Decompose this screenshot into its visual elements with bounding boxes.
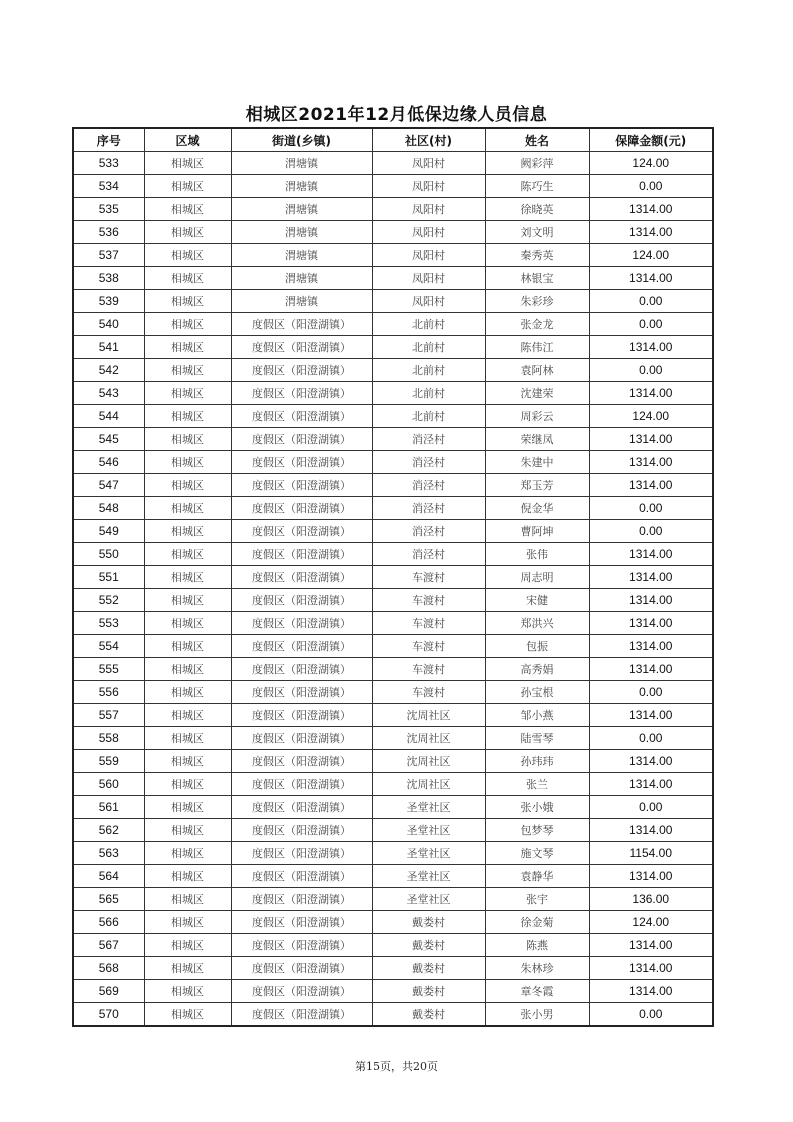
cell-street-town: 度假区（阳澄湖镇） xyxy=(231,888,372,911)
cell-name: 孙宝根 xyxy=(485,681,589,704)
cell-community-village: 戴娄村 xyxy=(372,911,485,934)
cell-amount: 1314.00 xyxy=(589,934,713,957)
cell-name: 朱彩珍 xyxy=(485,290,589,313)
cell-amount: 1314.00 xyxy=(589,750,713,773)
cell-community-village: 北前村 xyxy=(372,313,485,336)
cell-community-village: 消泾村 xyxy=(372,428,485,451)
cell-amount: 1314.00 xyxy=(589,635,713,658)
cell-street-town: 度假区（阳澄湖镇） xyxy=(231,359,372,382)
cell-name: 包振 xyxy=(485,635,589,658)
cell-amount: 1154.00 xyxy=(589,842,713,865)
cell-serial-number: 556 xyxy=(73,681,144,704)
table-row xyxy=(73,405,713,428)
table-row xyxy=(73,474,713,497)
cell-amount: 1314.00 xyxy=(589,658,713,681)
table-row xyxy=(73,428,713,451)
cell-amount: 1314.00 xyxy=(589,773,713,796)
cell-district: 相城区 xyxy=(144,635,231,658)
cell-name: 朱建中 xyxy=(485,451,589,474)
cell-district: 相城区 xyxy=(144,359,231,382)
cell-name: 荣继凤 xyxy=(485,428,589,451)
page-title: 相城区2021年12月低保边缘人员信息 xyxy=(245,105,548,125)
cell-name: 张小男 xyxy=(485,1003,589,1027)
table-row xyxy=(73,704,713,727)
recipients-table xyxy=(72,127,714,1027)
cell-amount: 1314.00 xyxy=(589,382,713,405)
cell-amount: 0.00 xyxy=(589,313,713,336)
cell-name: 张伟 xyxy=(485,543,589,566)
cell-name: 张金龙 xyxy=(485,313,589,336)
cell-serial-number: 560 xyxy=(73,773,144,796)
table-row xyxy=(73,221,713,244)
cell-community-village: 凤阳村 xyxy=(372,244,485,267)
cell-name: 陆雪琴 xyxy=(485,727,589,750)
cell-amount: 1314.00 xyxy=(589,865,713,888)
cell-amount: 1314.00 xyxy=(589,543,713,566)
cell-district: 相城区 xyxy=(144,957,231,980)
cell-district: 相城区 xyxy=(144,773,231,796)
cell-community-village: 车渡村 xyxy=(372,566,485,589)
cell-serial-number: 566 xyxy=(73,911,144,934)
cell-name: 徐金菊 xyxy=(485,911,589,934)
cell-amount: 0.00 xyxy=(589,359,713,382)
cell-district: 相城区 xyxy=(144,451,231,474)
cell-district: 相城区 xyxy=(144,704,231,727)
cell-street-town: 度假区（阳澄湖镇） xyxy=(231,980,372,1003)
table-row xyxy=(73,750,713,773)
cell-serial-number: 546 xyxy=(73,451,144,474)
cell-community-village: 北前村 xyxy=(372,359,485,382)
cell-serial-number: 544 xyxy=(73,405,144,428)
cell-amount: 136.00 xyxy=(589,888,713,911)
cell-serial-number: 538 xyxy=(73,267,144,290)
table-row xyxy=(73,198,713,221)
cell-district: 相城区 xyxy=(144,382,231,405)
cell-serial-number: 549 xyxy=(73,520,144,543)
cell-district: 相城区 xyxy=(144,336,231,359)
cell-community-village: 车渡村 xyxy=(372,635,485,658)
cell-amount: 0.00 xyxy=(589,727,713,750)
cell-name: 郑玉芳 xyxy=(485,474,589,497)
cell-community-village: 凤阳村 xyxy=(372,290,485,313)
cell-street-town: 度假区（阳澄湖镇） xyxy=(231,681,372,704)
cell-serial-number: 555 xyxy=(73,658,144,681)
table-row xyxy=(73,359,713,382)
header-district: 区域 xyxy=(144,128,231,152)
cell-street-town: 渭塘镇 xyxy=(231,152,372,175)
table-row xyxy=(73,934,713,957)
cell-district: 相城区 xyxy=(144,888,231,911)
table-row xyxy=(73,382,713,405)
cell-district: 相城区 xyxy=(144,428,231,451)
cell-community-village: 圣堂社区 xyxy=(372,796,485,819)
cell-serial-number: 568 xyxy=(73,957,144,980)
cell-street-town: 度假区（阳澄湖镇） xyxy=(231,313,372,336)
cell-street-town: 度假区（阳澄湖镇） xyxy=(231,957,372,980)
cell-street-town: 度假区（阳澄湖镇） xyxy=(231,819,372,842)
cell-serial-number: 541 xyxy=(73,336,144,359)
cell-street-town: 度假区（阳澄湖镇） xyxy=(231,842,372,865)
cell-serial-number: 534 xyxy=(73,175,144,198)
table-body xyxy=(73,152,713,1027)
cell-community-village: 消泾村 xyxy=(372,497,485,520)
cell-street-town: 渭塘镇 xyxy=(231,198,372,221)
cell-name: 郑洪兴 xyxy=(485,612,589,635)
cell-serial-number: 543 xyxy=(73,382,144,405)
cell-amount: 1314.00 xyxy=(589,221,713,244)
cell-street-town: 度假区（阳澄湖镇） xyxy=(231,635,372,658)
cell-district: 相城区 xyxy=(144,290,231,313)
cell-amount: 124.00 xyxy=(589,405,713,428)
cell-name: 张兰 xyxy=(485,773,589,796)
cell-serial-number: 561 xyxy=(73,796,144,819)
cell-community-village: 车渡村 xyxy=(372,681,485,704)
table-row xyxy=(73,957,713,980)
cell-community-village: 消泾村 xyxy=(372,543,485,566)
cell-community-village: 凤阳村 xyxy=(372,152,485,175)
cell-amount: 0.00 xyxy=(589,796,713,819)
cell-district: 相城区 xyxy=(144,865,231,888)
cell-serial-number: 536 xyxy=(73,221,144,244)
cell-community-village: 凤阳村 xyxy=(372,267,485,290)
cell-street-town: 度假区（阳澄湖镇） xyxy=(231,773,372,796)
cell-street-town: 度假区（阳澄湖镇） xyxy=(231,336,372,359)
cell-serial-number: 563 xyxy=(73,842,144,865)
cell-community-village: 戴娄村 xyxy=(372,934,485,957)
table-row xyxy=(73,175,713,198)
cell-name: 阙彩萍 xyxy=(485,152,589,175)
cell-district: 相城区 xyxy=(144,1003,231,1027)
cell-community-village: 北前村 xyxy=(372,405,485,428)
cell-name: 章冬霞 xyxy=(485,980,589,1003)
cell-serial-number: 558 xyxy=(73,727,144,750)
cell-amount: 0.00 xyxy=(589,520,713,543)
cell-amount: 1314.00 xyxy=(589,957,713,980)
cell-name: 包梦琴 xyxy=(485,819,589,842)
cell-amount: 124.00 xyxy=(589,911,713,934)
cell-amount: 1314.00 xyxy=(589,819,713,842)
cell-amount: 0.00 xyxy=(589,497,713,520)
cell-serial-number: 553 xyxy=(73,612,144,635)
cell-street-town: 度假区（阳澄湖镇） xyxy=(231,865,372,888)
cell-name: 徐晓英 xyxy=(485,198,589,221)
table-row xyxy=(73,727,713,750)
table-row xyxy=(73,589,713,612)
table-row xyxy=(73,796,713,819)
cell-community-village: 车渡村 xyxy=(372,589,485,612)
cell-amount: 124.00 xyxy=(589,152,713,175)
cell-name: 张小娥 xyxy=(485,796,589,819)
cell-serial-number: 547 xyxy=(73,474,144,497)
cell-street-town: 度假区（阳澄湖镇） xyxy=(231,934,372,957)
cell-community-village: 戴娄村 xyxy=(372,980,485,1003)
table-row xyxy=(73,451,713,474)
cell-community-village: 消泾村 xyxy=(372,474,485,497)
cell-amount: 1314.00 xyxy=(589,451,713,474)
table-row xyxy=(73,267,713,290)
cell-serial-number: 540 xyxy=(73,313,144,336)
cell-district: 相城区 xyxy=(144,405,231,428)
header-community-village: 社区(村) xyxy=(372,128,485,152)
cell-amount: 124.00 xyxy=(589,244,713,267)
header-amount: 保障金额(元) xyxy=(589,128,713,152)
cell-serial-number: 542 xyxy=(73,359,144,382)
table-row xyxy=(73,819,713,842)
cell-community-village: 沈周社区 xyxy=(372,773,485,796)
table-row xyxy=(73,290,713,313)
cell-community-village: 消泾村 xyxy=(372,451,485,474)
table-row xyxy=(73,842,713,865)
cell-street-town: 度假区（阳澄湖镇） xyxy=(231,520,372,543)
cell-serial-number: 535 xyxy=(73,198,144,221)
header-street-town: 街道(乡镇) xyxy=(231,128,372,152)
cell-district: 相城区 xyxy=(144,267,231,290)
cell-serial-number: 545 xyxy=(73,428,144,451)
cell-serial-number: 552 xyxy=(73,589,144,612)
cell-district: 相城区 xyxy=(144,842,231,865)
cell-serial-number: 570 xyxy=(73,1003,144,1027)
cell-name: 张宇 xyxy=(485,888,589,911)
cell-street-town: 度假区（阳澄湖镇） xyxy=(231,750,372,773)
cell-street-town: 度假区（阳澄湖镇） xyxy=(231,428,372,451)
cell-street-town: 渭塘镇 xyxy=(231,267,372,290)
cell-name: 邹小燕 xyxy=(485,704,589,727)
cell-serial-number: 557 xyxy=(73,704,144,727)
table-row xyxy=(73,497,713,520)
cell-serial-number: 569 xyxy=(73,980,144,1003)
cell-name: 秦秀英 xyxy=(485,244,589,267)
cell-name: 曹阿坤 xyxy=(485,520,589,543)
cell-district: 相城区 xyxy=(144,980,231,1003)
table-row xyxy=(73,1003,713,1027)
cell-street-town: 度假区（阳澄湖镇） xyxy=(231,451,372,474)
cell-district: 相城区 xyxy=(144,175,231,198)
cell-street-town: 度假区（阳澄湖镇） xyxy=(231,382,372,405)
cell-amount: 1314.00 xyxy=(589,612,713,635)
cell-district: 相城区 xyxy=(144,658,231,681)
cell-amount: 1314.00 xyxy=(589,267,713,290)
cell-community-village: 凤阳村 xyxy=(372,198,485,221)
cell-serial-number: 533 xyxy=(73,152,144,175)
cell-name: 陈巧生 xyxy=(485,175,589,198)
cell-community-village: 圣堂社区 xyxy=(372,819,485,842)
cell-serial-number: 537 xyxy=(73,244,144,267)
cell-community-village: 北前村 xyxy=(372,382,485,405)
cell-name: 刘文明 xyxy=(485,221,589,244)
cell-name: 朱林珍 xyxy=(485,957,589,980)
table-row xyxy=(73,865,713,888)
cell-serial-number: 559 xyxy=(73,750,144,773)
cell-community-village: 沈周社区 xyxy=(372,727,485,750)
cell-name: 周志明 xyxy=(485,566,589,589)
cell-amount: 1314.00 xyxy=(589,980,713,1003)
cell-serial-number: 564 xyxy=(73,865,144,888)
cell-district: 相城区 xyxy=(144,313,231,336)
cell-serial-number: 539 xyxy=(73,290,144,313)
cell-name: 沈建荣 xyxy=(485,382,589,405)
cell-name: 周彩云 xyxy=(485,405,589,428)
cell-district: 相城区 xyxy=(144,152,231,175)
cell-community-village: 消泾村 xyxy=(372,520,485,543)
cell-community-village: 圣堂社区 xyxy=(372,888,485,911)
cell-district: 相城区 xyxy=(144,727,231,750)
cell-name: 高秀娟 xyxy=(485,658,589,681)
cell-community-village: 北前村 xyxy=(372,336,485,359)
cell-name: 陈伟江 xyxy=(485,336,589,359)
cell-community-village: 沈周社区 xyxy=(372,704,485,727)
cell-district: 相城区 xyxy=(144,543,231,566)
cell-district: 相城区 xyxy=(144,934,231,957)
cell-serial-number: 550 xyxy=(73,543,144,566)
cell-amount: 1314.00 xyxy=(589,704,713,727)
cell-community-village: 圣堂社区 xyxy=(372,842,485,865)
cell-district: 相城区 xyxy=(144,796,231,819)
cell-district: 相城区 xyxy=(144,244,231,267)
header-name: 姓名 xyxy=(485,128,589,152)
table-row xyxy=(73,313,713,336)
cell-amount: 0.00 xyxy=(589,175,713,198)
table-row xyxy=(73,336,713,359)
cell-street-town: 度假区（阳澄湖镇） xyxy=(231,658,372,681)
cell-name: 袁静华 xyxy=(485,865,589,888)
cell-name: 孙玮玮 xyxy=(485,750,589,773)
cell-serial-number: 548 xyxy=(73,497,144,520)
cell-district: 相城区 xyxy=(144,681,231,704)
cell-community-village: 戴娄村 xyxy=(372,957,485,980)
cell-street-town: 度假区（阳澄湖镇） xyxy=(231,796,372,819)
cell-serial-number: 554 xyxy=(73,635,144,658)
cell-community-village: 圣堂社区 xyxy=(372,865,485,888)
cell-district: 相城区 xyxy=(144,474,231,497)
table-row xyxy=(73,888,713,911)
table-row xyxy=(73,152,713,175)
table-row xyxy=(73,681,713,704)
cell-amount: 1314.00 xyxy=(589,198,713,221)
cell-community-village: 车渡村 xyxy=(372,658,485,681)
cell-district: 相城区 xyxy=(144,750,231,773)
table-row xyxy=(73,980,713,1003)
cell-street-town: 度假区（阳澄湖镇） xyxy=(231,704,372,727)
cell-street-town: 度假区（阳澄湖镇） xyxy=(231,612,372,635)
cell-community-village: 凤阳村 xyxy=(372,221,485,244)
cell-serial-number: 562 xyxy=(73,819,144,842)
cell-serial-number: 565 xyxy=(73,888,144,911)
cell-amount: 1314.00 xyxy=(589,589,713,612)
cell-name: 林银宝 xyxy=(485,267,589,290)
cell-name: 倪金华 xyxy=(485,497,589,520)
table-row xyxy=(73,612,713,635)
cell-street-town: 度假区（阳澄湖镇） xyxy=(231,474,372,497)
table-row xyxy=(73,773,713,796)
cell-street-town: 度假区（阳澄湖镇） xyxy=(231,589,372,612)
table-row xyxy=(73,635,713,658)
cell-community-village: 凤阳村 xyxy=(372,175,485,198)
table-row xyxy=(73,244,713,267)
cell-serial-number: 567 xyxy=(73,934,144,957)
cell-street-town: 度假区（阳澄湖镇） xyxy=(231,566,372,589)
cell-street-town: 渭塘镇 xyxy=(231,175,372,198)
cell-name: 陈燕 xyxy=(485,934,589,957)
cell-street-town: 度假区（阳澄湖镇） xyxy=(231,405,372,428)
table-header-row xyxy=(73,128,713,152)
cell-amount: 0.00 xyxy=(589,290,713,313)
cell-community-village: 车渡村 xyxy=(372,612,485,635)
cell-community-village: 戴娄村 xyxy=(372,1003,485,1027)
cell-amount: 1314.00 xyxy=(589,566,713,589)
table-row xyxy=(73,658,713,681)
cell-community-village: 沈周社区 xyxy=(372,750,485,773)
cell-name: 施文琴 xyxy=(485,842,589,865)
cell-district: 相城区 xyxy=(144,589,231,612)
table-row xyxy=(73,566,713,589)
table-row xyxy=(73,543,713,566)
cell-street-town: 渭塘镇 xyxy=(231,244,372,267)
cell-amount: 1314.00 xyxy=(589,474,713,497)
cell-amount: 1314.00 xyxy=(589,428,713,451)
cell-amount: 0.00 xyxy=(589,1003,713,1027)
table-row xyxy=(73,911,713,934)
cell-amount: 1314.00 xyxy=(589,336,713,359)
cell-street-town: 度假区（阳澄湖镇） xyxy=(231,497,372,520)
cell-district: 相城区 xyxy=(144,497,231,520)
table-row xyxy=(73,520,713,543)
cell-street-town: 度假区（阳澄湖镇） xyxy=(231,543,372,566)
cell-street-town: 渭塘镇 xyxy=(231,221,372,244)
cell-district: 相城区 xyxy=(144,221,231,244)
cell-district: 相城区 xyxy=(144,612,231,635)
cell-name: 宋健 xyxy=(485,589,589,612)
page-number: 第15页，共20页 xyxy=(355,1060,438,1073)
header-serial-number: 序号 xyxy=(73,128,144,152)
cell-street-town: 度假区（阳澄湖镇） xyxy=(231,1003,372,1027)
cell-district: 相城区 xyxy=(144,566,231,589)
cell-street-town: 度假区（阳澄湖镇） xyxy=(231,727,372,750)
cell-district: 相城区 xyxy=(144,520,231,543)
cell-district: 相城区 xyxy=(144,819,231,842)
cell-amount: 0.00 xyxy=(589,681,713,704)
cell-district: 相城区 xyxy=(144,911,231,934)
cell-district: 相城区 xyxy=(144,198,231,221)
cell-street-town: 渭塘镇 xyxy=(231,290,372,313)
cell-name: 袁阿林 xyxy=(485,359,589,382)
cell-street-town: 度假区（阳澄湖镇） xyxy=(231,911,372,934)
cell-serial-number: 551 xyxy=(73,566,144,589)
